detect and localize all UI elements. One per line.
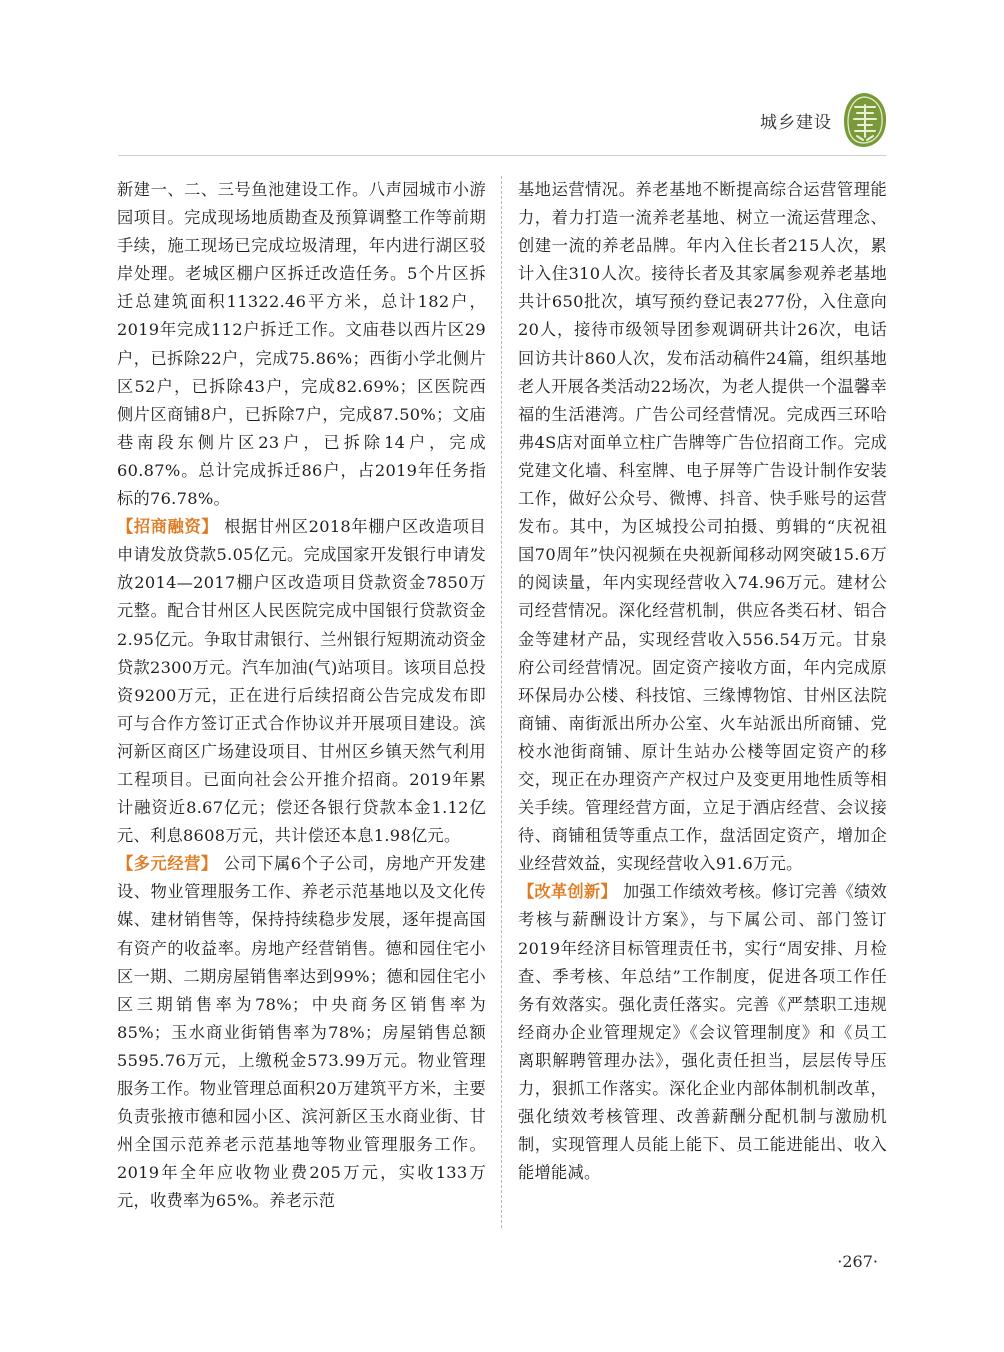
page-header xyxy=(760,100,888,140)
column-divider xyxy=(501,176,502,1228)
seal-stamp-icon xyxy=(842,91,888,149)
section-tag: 【改革创新】 xyxy=(518,882,617,902)
right-column xyxy=(518,176,887,1187)
paragraph: 基地运营情况。养老基地不断提高综合运营管理能力，着力打造一流养老基地、树立一流运营理念、创建一流的养老品牌。年内入住长者215人次，累计入住310人次。接待长者及其家属参观养老基地共计650批次，填写预约登记表277份，入住意向20人，接待市级领导团参观调研共计26次，电话回访共计860人次，发布活动稿件24篇，组织基地老人开展各类活动22场次，为老人提供一个温馨幸福的生活港湾。广告公司经营情况。完成西三环哈弗4S店对面单立柱广告牌等广告位招商工作。完成党建文化墙、科室牌、电子屏等广告设计制作安装工作，做好公众号、微博、抖音、快手账号的运营发布。其中，为区城投公司拍摄、剪辑的“庆祝祖国70周年”快闪视频在央视新闻移动网突破15.6万的阅读量，年内实现经营收入74.96万元。建材公司经营情况。深化经营机制，供应各类石材、铝合金等建材产品，实现经营收入556.54万元。甘泉府公司经营情况。固定资产接收方面，年内完成原环保局办公楼、科技馆、三缘博物馆、甘州区法院商铺、南街派出所办公室、火车站派出所商铺、党校水池街商铺、原计生站办公楼等固定资产的移交，现正在办理资产产权过户及变更用地性质等相关手续。管理经营方面，立足于酒店经营、会议接待、商铺租赁等重点工作，盘活固定资产，增加企业经营效益，实现经营收入91.6万元。 xyxy=(518,180,887,874)
paragraph-text: 加强工作绩效考核。修订完善《绩效考核与薪酬设计方案》，与下属公司、部门签订2019年经济目标管理责任书，实行“周安排、月检查、季考核、年总结”工作制度，促进各项工作任务有效落实。强化责任落实。完善《严禁职工违规经商办企业管理规定》《会议管理制度》和《员工离职解聘管理办法》，强化责任担当，层层传导压力，狠抓工作落实。深化企业内部体制机制改革，强化绩效考核管理、改善薪酬分配机制与激励机制，实现管理人员能上能下、员工能进能出、收入能增能减。 xyxy=(518,882,887,1183)
paragraph xyxy=(518,878,887,1187)
paragraph: 新建一、二、三号鱼池建设工作。八声园城市小游园项目。完成现场地质勘查及预算调整工作等前期手续，施工现场已完成垃圾清理，年内进行湖区驳岸处理。老城区棚户区拆迁改造任务。5个片区拆迁总建筑面积11322.46平方米，总计182户，2019年完成112户拆迁工作。文庙巷以西片区29户，已拆除22户，完成75.86%；西街小学北侧片区52户，已拆除43户，完成82.69%；区医院西侧片区商铺8户，已拆除7户，完成87.50%；文庙巷南段东侧片区23户，已拆除14户，完成60.87%。总计完成拆迁86户，占2019年任务指标的76.78%。 xyxy=(117,180,486,509)
section-tag: 【招商融资】 xyxy=(117,517,219,537)
section-title: 城乡建设 xyxy=(760,112,832,133)
section-tag: 【多元经营】 xyxy=(117,854,218,874)
paragraph-text: 根据甘州区2018年棚户区改造项目申请发放贷款5.05亿元。完成国家开发银行申请发放2014—2017棚户区改造项目贷款资金7850万元整。配合甘州区人民医院完成中国银行贷款资金2.95亿元。争取甘肃银行、兰州银行短期流动资金贷款2300万元。汽车加油(气)站项目。该项目总投资9200万元，正在进行后续招商公告完成发布即可与合作方签订正式合作协议并开展项目建设。滨河新区商区广场建设项目、甘州区乡镇天然气利用工程项目。已面向社会公开推介招商。2019年累计融资近8.67亿元；偿还各银行贷款本金1.12亿元、利息8608万元，共计偿还本息1.98亿元。 xyxy=(117,517,486,846)
paragraph xyxy=(117,850,486,1215)
page-number: ·267· xyxy=(837,1252,878,1271)
paragraph-text: 公司下属6个子公司，房地产开发建设、物业管理服务工作、养老示范基地以及文化传媒、建材销售等，保持持续稳步发展，逐年提高国有资产的收益率。房地产经营销售。德和园住宅小区一期、二期房屋销售率达到99%；德和园住宅小区三期销售率为78%；中央商务区销售率为85%；玉水商业街销售率为78%；房屋销售总额5595.76万元，上缴税金573.99万元。物业管理服务工作。物业管理总面积20万建筑平方米，主要负责张掖市德和园小区、滨河新区玉水商业街、甘州全国示范养老示范基地等物业管理服务工作。2019年全年应收物业费205万元，实收133万元，收费率为65%。养老示范 xyxy=(117,854,486,1211)
header-rule xyxy=(118,155,886,156)
paragraph xyxy=(117,513,486,850)
left-column xyxy=(117,176,486,1215)
